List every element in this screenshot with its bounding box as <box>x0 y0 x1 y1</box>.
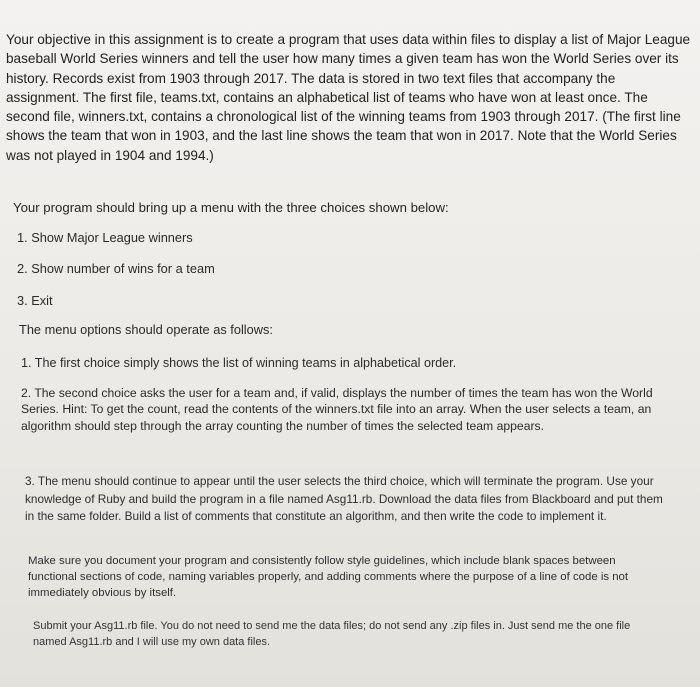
intro-paragraph: Your objective in this assignment is to create a program that uses data within files to display a list of Major League baseball World Series winners and tell the user how many times a given team has won the World Series over its history. Records exist from 1903 through 2017. The data is stored in two text files that accompany the assignment. The first file, teams.txt, contains an alphabetical list of teams who have won at least once. The second file, winners.txt, contains a chronological list of the winning teams from 1903 through 2017. (The first line shows the team that won in 1903, and the last line shows the team that won in 2017. Note that the World Series was not played in 1904 and 1994.) <box>6 32 691 163</box>
menu-item-show-wins: 2. Show number of wins for a team <box>17 261 215 276</box>
menu-lead-text: Your program should bring up a menu with the three choices shown below: <box>13 200 449 215</box>
documentation-paragraph: Make sure you document your program and consistently follow style guidelines, which include blank spaces between functional sections of code, naming variables properly, and adding comments where the purpose of a line of code is not immediately obvious by itself. <box>28 555 629 600</box>
operations-lead-text: The menu options should operate as follows: <box>19 322 273 337</box>
operation-2-text: 2. The second choice asks the user for a team and, if valid, displays the number of times the team has won the World Series. Hint: To get the count, read the contents of the winners.txt file into an array. When the user selects a team, an algorithm should step through the array counting the number of times the selected team appears. <box>21 386 653 433</box>
submission-paragraph: Submit your Asg11.rb file. You do not need to send me the data files; do not send any .zip files in. Just send me the one file named Asg11.rb and I will use my own data files. <box>33 620 631 648</box>
operation-1-text: 1. The first choice simply shows the list of winning teams in alphabetical order. <box>21 356 457 370</box>
operation-3-text: 3. The menu should continue to appear until the user selects the third choice, which will terminate the program. Use your knowledge of Ruby and build the program in a file named Asg11.rb. Download the data files from Blackboard and put them in the same folder. Build a list of comments that constitute an algorithm, and then write the code to implement it. <box>25 474 663 524</box>
menu-item-show-winners: 1. Show Major League winners <box>17 230 193 245</box>
menu-item-exit: 3. Exit <box>17 293 53 308</box>
